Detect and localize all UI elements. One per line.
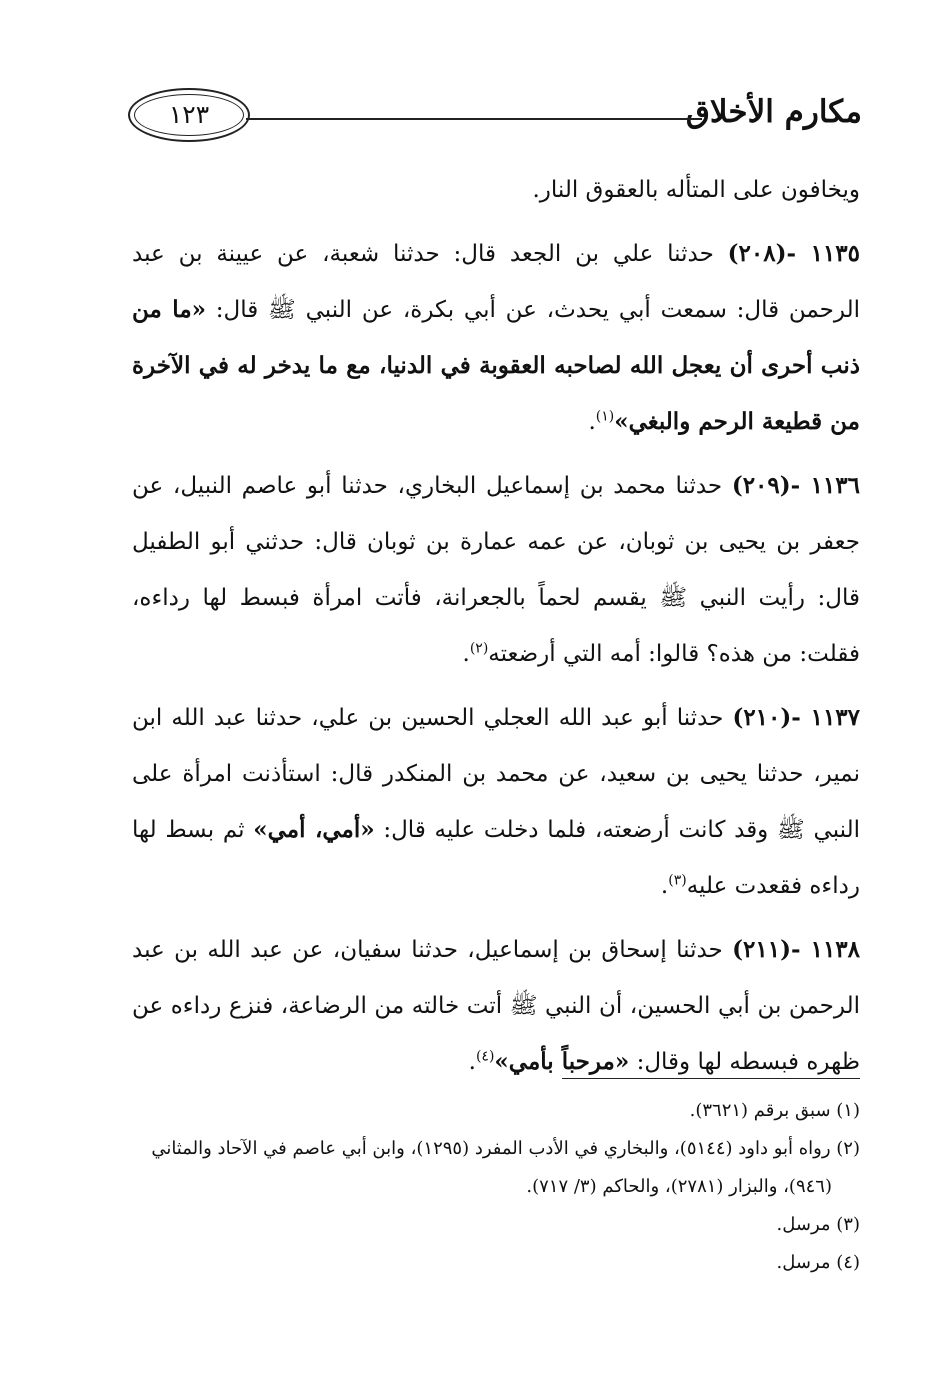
- hadith-text-end: .: [660, 873, 669, 899]
- hadith-text-cont: ثم بسط لها رداءه فقعدت عليه: [132, 817, 860, 899]
- hadith-1336: [132, 458, 860, 682]
- hadith-number: ١١٣٨ -(٢١١): [732, 936, 861, 963]
- hadith-1335: [132, 226, 860, 450]
- hadith-1338: [132, 922, 860, 1090]
- hadith-number: ١١٣٦ -(٢٠٩): [731, 472, 860, 499]
- footnote-1: (١) سبق برقم (٣٦٢١).: [689, 1100, 860, 1121]
- hadith-number: ١١٣٥ -(٢٠٨): [727, 240, 860, 267]
- hadith-matn: «مرحباً بأمي»: [494, 1048, 630, 1075]
- hadith-text-end: .: [468, 1049, 476, 1075]
- intro-line: ويخافون على المتأله بالعقوق النار.: [532, 177, 860, 203]
- hadith-1337: [132, 690, 860, 914]
- main-text: [132, 162, 860, 1090]
- page-number-oval: [128, 88, 250, 142]
- hadith-text: حدثنا أبو عبد الله العجلي الحسين بن علي، حدثنا عبد الله ابن نمير، حدثنا يحيى بن سعيد، عن محمد بن المنكدر قال: استأذنت امرأة على النبي ﷺ وقد كانت أرضعته، فلما دخلت عليه قال:: [132, 705, 860, 843]
- hadith-text: حدثنا علي بن الجعد قال: حدثنا شعبة، عن عيينة بن عبد الرحمن قال: سمعت أبي يحدث، عن أبي بكرة، عن النبي ﷺ قال:: [132, 241, 860, 323]
- footnote-2-continued: (٩٤٦)، والبزار (٢٧٨١)، والحاكم (٣/ ٧١٧).: [526, 1176, 832, 1197]
- book-title: مكارم الأخلاق: [685, 94, 862, 130]
- footnote-2: (٢) رواه أبو داود (٥١٤٤)، والبخاري في الأدب المفرد (١٢٩٥)، وابن أبي عاصم في الآحاد والمثاني: [151, 1138, 860, 1159]
- hadith-text-end: .: [462, 641, 470, 667]
- footnote-marker: (٤): [475, 1048, 495, 1065]
- footnote-3: (٣) مرسل.: [776, 1214, 860, 1235]
- hadith-matn: «أمي، أمي»: [253, 816, 375, 843]
- footnote-separator: [562, 1078, 860, 1079]
- footnote-4: (٤) مرسل.: [776, 1252, 860, 1273]
- hadith-matn: «ما من ذنب أحرى أن يعجل الله لصاحبه العقوبة في الدنيا، مع ما يدخر له في الآخرة من قطيعة الرحم والبغي»: [132, 296, 860, 435]
- hadith-text-end: .: [588, 409, 596, 435]
- footnote-marker: (٣): [668, 872, 687, 889]
- hadith-number: ١١٣٧ -(٢١٠): [732, 704, 861, 731]
- footnote-marker: (٢): [469, 640, 489, 657]
- page-header: [128, 84, 862, 150]
- header-rule: [246, 118, 702, 120]
- page-number: ١٢٣: [168, 100, 210, 129]
- footnotes: [132, 1092, 860, 1282]
- hadith-text: حدثنا محمد بن إسماعيل البخاري، حدثنا أبو عاصم النبيل، عن جعفر بن يحيى بن ثوبان، عن عمه عمارة بن ثوبان قال: حدثني أبو الطفيل قال: رأيت النبي ﷺ يقسم لحماً بالجعرانة، فأتت امرأة فبسط لها رداءه، فقلت: من هذه؟ قالوا: أمه التي أرضعته: [132, 473, 860, 667]
- hadith-text: حدثنا إسحاق بن إسماعيل، حدثنا سفيان، عن عبد الله بن عبد الرحمن بن أبي الحسين، أن النبي ﷺ أتت خالته من الرضاعة، فنزع رداءه عن ظهره فبسطه لها وقال:: [132, 937, 860, 1075]
- footnote-marker: (١): [595, 408, 615, 425]
